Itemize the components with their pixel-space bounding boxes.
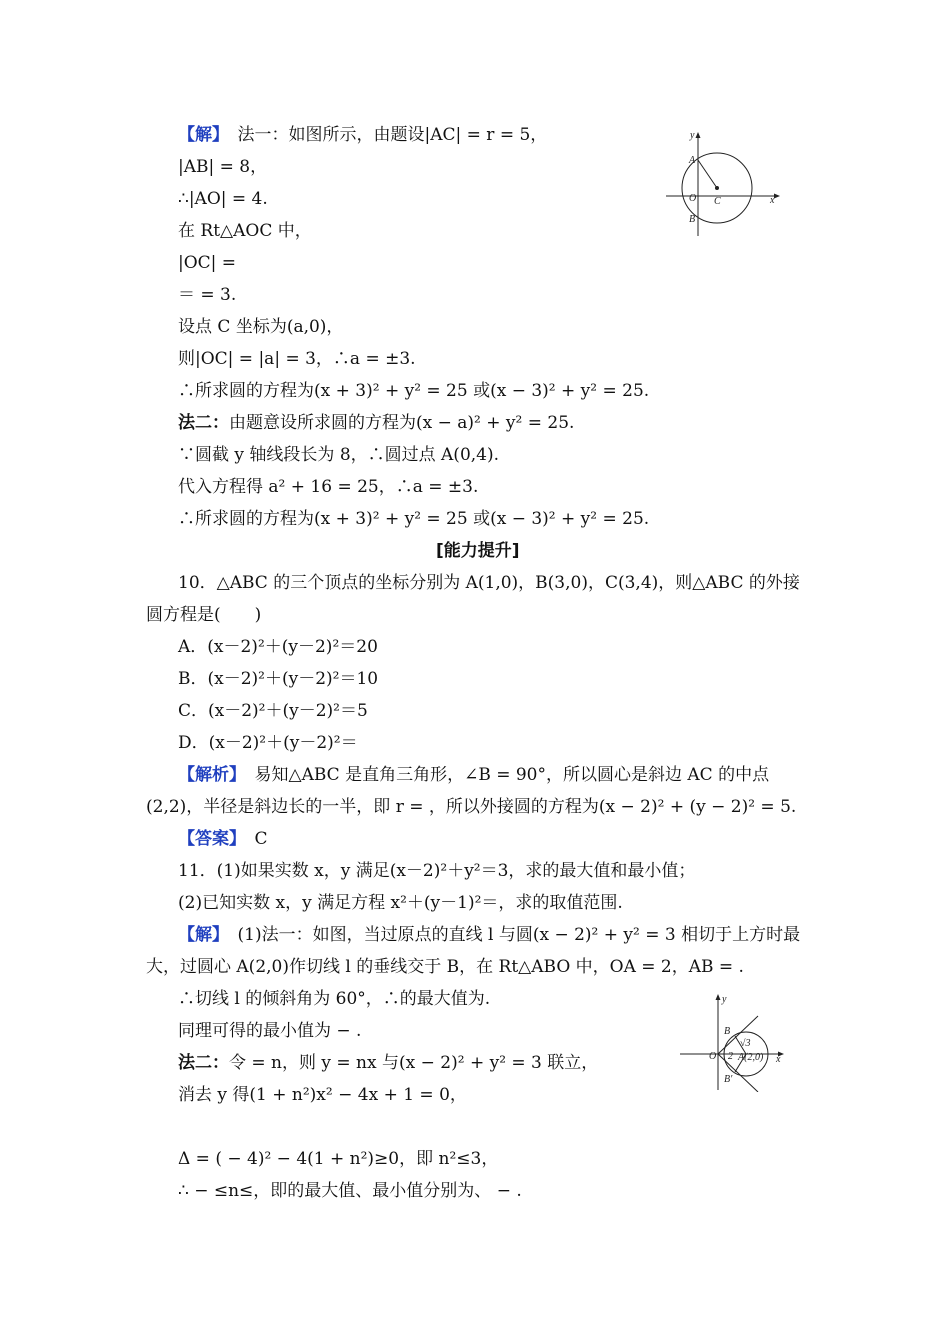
center-point xyxy=(715,186,719,190)
label-y: y xyxy=(690,130,695,141)
sol-line-9: ∴所求圆的方程为(x + 3)² + y² = 25 或(x − 3)² + y² = 25. xyxy=(178,381,650,401)
label-a: A xyxy=(689,155,696,166)
sol11-line-7: Δ = ( − 4)² − 4(1 + n²)≥0，即 n²≤3， xyxy=(178,1149,499,1169)
analysis-line-2: (2,2)，半径是斜边长的一半，即 r = ，所以外接圆的方程为(x − 2)² + (y − 2)² = 5. xyxy=(146,797,797,817)
sol-line-1: 【解】 法一：如图所示，由题设|AC| = r = 5， xyxy=(178,125,548,145)
tangent-figure-2 xyxy=(676,992,788,1092)
question-11-1: 11．(1)如果实数 x，y 满足(x－2)²＋y²＝3，求的最大值和最小值； xyxy=(178,861,696,881)
tag-label: 【解】 xyxy=(178,125,221,145)
segment-ac xyxy=(698,160,717,188)
sol-line-8: 则|OC| = |a| = 3，∴a = ±3. xyxy=(178,349,416,369)
option-b: B．(x－2)²＋(y－2)²＝10 xyxy=(178,669,379,689)
analysis-line-1: 【解析】 易知△ABC 是直角三角形，∠B = 90°，所以圆心是斜边 AC 的中点 xyxy=(178,765,770,785)
sol-line-5: |OC| = xyxy=(178,253,237,273)
method-label: 法二： xyxy=(178,413,229,433)
label-a: A(2,0) xyxy=(738,1052,764,1063)
question-11-2: (2)已知实数 x，y 满足方程 x²＋(y－1)²＝，求的取值范围. xyxy=(178,893,623,913)
sol11-line-2: 大，过圆心 A(2,0)作切线 l 的垂线交于 B，在 Rt△ABO 中，OA = 2，AB = . xyxy=(146,957,744,977)
x-arrow-icon xyxy=(774,194,780,199)
option-c: C．(x－2)²＋(y－2)²＝5 xyxy=(178,701,368,721)
label-x: x xyxy=(770,195,775,206)
section-heading: [能力提升] xyxy=(436,541,520,561)
sol11-line-8: ∴ − ≤n≤，即的最大值、最小值分别为、 − . xyxy=(178,1181,522,1201)
sol11-line-5: 法二：令 = n，则 y = nx 与(x − 2)² + y² = 3 联立， xyxy=(178,1053,599,1073)
question-10: 10．△ABC 的三个顶点的坐标分别为 A(1,0)，B(3,0)，C(3,4)，则△ABC 的外接 xyxy=(178,573,800,593)
sol-line-7: 设点 C 坐标为(a,0)， xyxy=(178,317,344,337)
sol-line-11: ∵圆截 y 轴线段长为 8，∴圆过点 A(0,4). xyxy=(178,445,500,465)
label-2: 2 xyxy=(728,1051,733,1062)
label-o: O xyxy=(689,193,697,204)
y-arrow-icon xyxy=(696,132,701,138)
sol-line-10: 法二：由题意设所求圆的方程为(x − a)² + y² = 25. xyxy=(178,413,575,433)
sol11-line-4: 同理可得的最小值为 − . xyxy=(178,1021,362,1041)
sol11-line-6: 消去 y 得(1 + n²)x² − 4x + 1 = 0， xyxy=(178,1085,467,1105)
sol-line-6: ＝ = 3. xyxy=(178,285,237,305)
answer-line: 【答案】 C xyxy=(178,829,268,849)
sol-line-12: 代入方程得 a² + 16 = 25，∴a = ±3. xyxy=(178,477,479,497)
option-d: D．(x－2)²＋(y－2)²＝ xyxy=(178,733,358,753)
option-a: A．(x－2)²＋(y－2)²＝20 xyxy=(178,637,378,657)
label-o: O xyxy=(709,1051,717,1062)
label-c: C xyxy=(714,196,721,207)
y-arrow-icon xyxy=(716,994,721,1000)
label-x: x xyxy=(776,1054,781,1065)
method-label: 法二： xyxy=(178,1053,229,1073)
circle-figure-1 xyxy=(662,128,786,240)
sol-line-13: ∴所求圆的方程为(x + 3)² + y² = 25 或(x − 3)² + y² = 25. xyxy=(178,509,650,529)
sol11-line-1: 【解】 (1)法一：如图，当过原点的直线 l 与圆(x − 2)² + y² = 3 相切于上方时最 xyxy=(178,925,801,945)
sol-line-4: 在 Rt△AOC 中， xyxy=(178,221,312,241)
label-sqrt3: √3 xyxy=(740,1038,751,1049)
tag-label: 【解】 xyxy=(178,925,221,945)
label-b: B xyxy=(724,1026,731,1037)
label-b-prime: B′ xyxy=(724,1074,733,1085)
label-y: y xyxy=(722,994,727,1005)
sol-line-2: |AB| = 8， xyxy=(178,157,268,177)
tag-label: 【解析】 xyxy=(178,765,238,785)
sol11-line-3: ∴切线 l 的倾斜角为 60°，∴的最大值为. xyxy=(178,989,491,1009)
tag-label: 【答案】 xyxy=(178,829,238,849)
label-b: B xyxy=(689,214,696,225)
question-10-cont: 圆方程是( ) xyxy=(146,605,262,625)
sol-line-3: ∴|AO| = 4. xyxy=(178,189,268,209)
